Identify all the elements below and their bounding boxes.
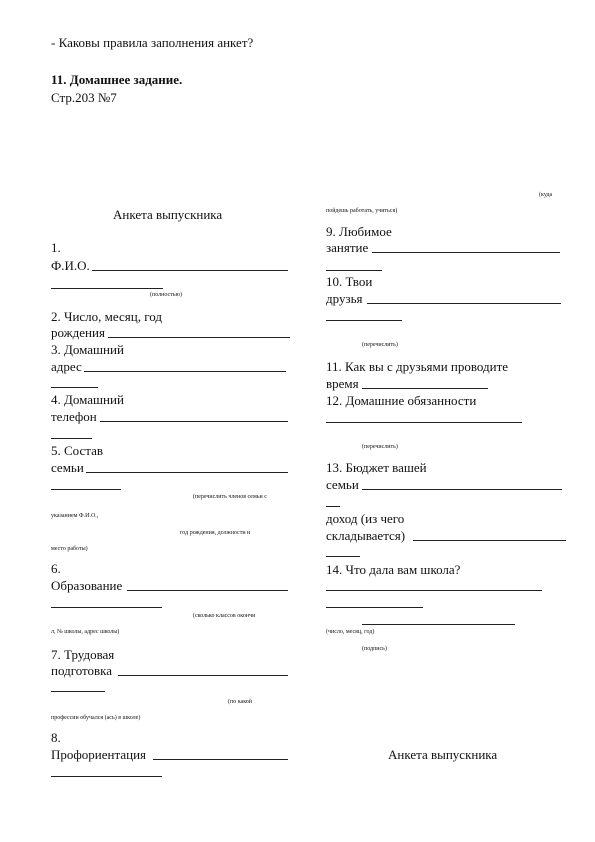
q11-line1: 11. Как вы с друзьями проводите bbox=[326, 359, 509, 374]
q8-field-line-2[interactable] bbox=[51, 776, 162, 777]
q9-field-line-2[interactable] bbox=[326, 270, 382, 271]
q10-line1: 10. Твои bbox=[326, 274, 373, 289]
q5-note-b: указанием Ф.И.О., bbox=[51, 513, 99, 519]
q12-field-line[interactable] bbox=[326, 422, 522, 423]
q7-line2: подготовка bbox=[51, 663, 113, 678]
q5-note-a: (перечислить членов семьи с bbox=[193, 494, 267, 500]
q7-field-line[interactable] bbox=[118, 675, 288, 676]
q13-field-line-3[interactable] bbox=[413, 540, 566, 541]
q5-note-d: место работы) bbox=[51, 546, 88, 552]
q1-label: Ф.И.О. bbox=[51, 258, 90, 273]
q6-note-b: л, № школы, адрес школы) bbox=[51, 629, 120, 635]
q5-line1: 5. Состав bbox=[51, 443, 104, 458]
q7-note-a: (по какой bbox=[228, 699, 253, 705]
q13-field-line-2[interactable] bbox=[326, 506, 340, 507]
q3-line2: адрес bbox=[51, 359, 82, 374]
q5-field-line[interactable] bbox=[86, 472, 288, 473]
q2-field-line[interactable] bbox=[108, 337, 290, 338]
homework-title: 11. Домашнее задание. bbox=[51, 72, 183, 87]
q13-field-line[interactable] bbox=[362, 489, 562, 490]
q6-note-a: (сколько классов окончи bbox=[193, 613, 256, 619]
q6-number: 6. bbox=[51, 561, 61, 576]
q14-field-line-2[interactable] bbox=[326, 607, 423, 608]
q7-line1: 7. Трудовая bbox=[51, 647, 115, 662]
top-note-a: (куда bbox=[539, 192, 553, 198]
q13-line3: доход (из чего bbox=[326, 511, 405, 526]
q7-field-line-2[interactable] bbox=[51, 691, 105, 692]
q9-line1: 9. Любимое bbox=[326, 224, 392, 239]
q1-field-line-2[interactable] bbox=[51, 288, 163, 289]
q6-field-line[interactable] bbox=[127, 590, 288, 591]
q8-field-line[interactable] bbox=[153, 759, 288, 760]
q14-note-b: (подпись) bbox=[362, 646, 387, 652]
q3-line1: 3. Домашний bbox=[51, 342, 124, 357]
q8-label: Профориентация bbox=[51, 747, 146, 762]
q14-date-line[interactable] bbox=[362, 624, 515, 625]
q10-field-line[interactable] bbox=[367, 303, 561, 304]
q3-field-line-2[interactable] bbox=[51, 387, 98, 388]
q7-note-b: профессии обучался (ась) в школе) bbox=[51, 715, 141, 721]
bottom-form-title: Анкета выпускника bbox=[388, 747, 498, 762]
form-title: Анкета выпускника bbox=[113, 207, 223, 222]
q12-line1: 12. Домашние обязанности bbox=[326, 393, 477, 408]
q9-line2: занятие bbox=[326, 240, 369, 255]
q10-note: (перечислить) bbox=[362, 342, 398, 348]
q6-field-line-2[interactable] bbox=[51, 607, 162, 608]
q4-line2: телефон bbox=[51, 409, 97, 424]
q4-line1: 4. Домашний bbox=[51, 392, 124, 407]
homework-page: Стр.203 №7 bbox=[51, 90, 117, 105]
top-note-b: пойдешь работать, учиться) bbox=[326, 208, 398, 214]
q13-line1: 13. Бюджет вашей bbox=[326, 460, 427, 475]
q4-field-line[interactable] bbox=[100, 421, 288, 422]
q1-number: 1. bbox=[51, 240, 61, 255]
q6-label: Образование bbox=[51, 578, 123, 593]
q4-field-line-2[interactable] bbox=[51, 438, 92, 439]
q14-line1: 14. Что дала вам школа? bbox=[326, 562, 461, 577]
q8-number: 8. bbox=[51, 730, 61, 745]
q11-line2: время bbox=[326, 376, 359, 391]
q9-field-line[interactable] bbox=[372, 252, 560, 253]
q3-field-line[interactable] bbox=[84, 371, 286, 372]
review-question: - Каковы правила заполнения анкет? bbox=[51, 35, 254, 50]
q10-line2: друзья bbox=[326, 291, 363, 306]
q5-note-c: год рождения, должности и bbox=[180, 530, 251, 536]
q13-line2: семьи bbox=[326, 477, 359, 492]
q13-line4: складывается) bbox=[326, 528, 406, 543]
q14-field-line[interactable] bbox=[326, 590, 542, 591]
q5-line2: семьи bbox=[51, 460, 84, 475]
q2-line2: рождения bbox=[51, 325, 105, 340]
q1-field-line[interactable] bbox=[92, 270, 288, 271]
q11-field-line[interactable] bbox=[362, 388, 488, 389]
q10-field-line-2[interactable] bbox=[326, 320, 402, 321]
q13-field-line-4[interactable] bbox=[326, 556, 360, 557]
q1-note: (полностью) bbox=[150, 292, 182, 298]
q12-note: (перечислить) bbox=[362, 444, 398, 450]
q2-line1: 2. Число, месяц, год bbox=[51, 309, 162, 324]
q14-note-a: (число, месяц, год) bbox=[326, 629, 375, 635]
q5-field-line-2[interactable] bbox=[51, 489, 121, 490]
